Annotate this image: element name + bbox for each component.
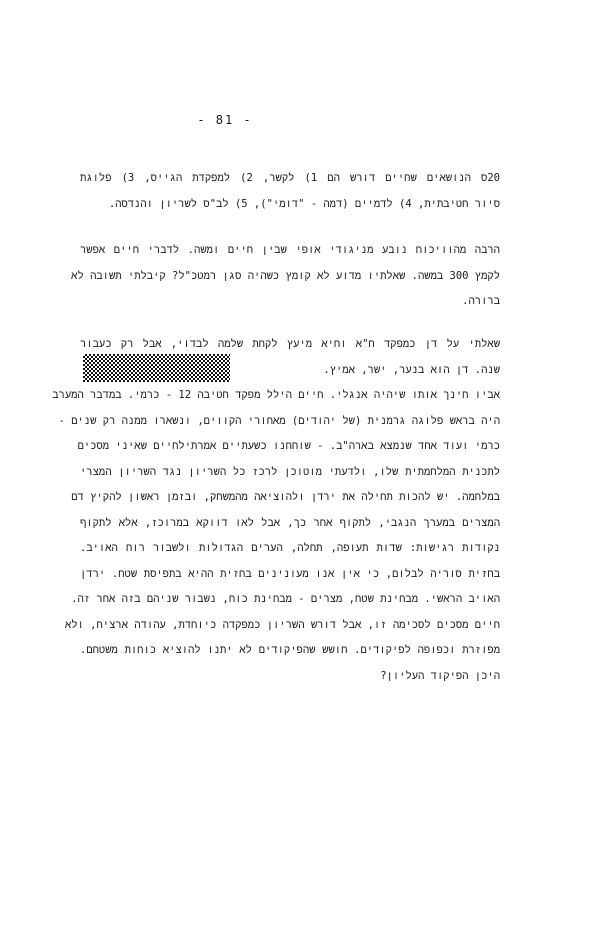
- text-line: מפוזרת וכפופה לפיקודים. חושש שהפיקודים לא יתנו להוציא כוחות משטחם.: [80, 644, 500, 656]
- paragraph-2: [71, 238, 500, 315]
- page-number: - 81 -: [197, 113, 253, 127]
- text-line: האויב הראשי. מבחינת שטח, מצרים - מבחינת כוח, נשבור שניהם בזה אחר זה.: [71, 593, 500, 605]
- text-line: לקמץ 300 במשה. שאלתיו מדוע לא קומץ כשהיה סגן רמטכ"ל? קיבלתי תשובה לא: [71, 269, 500, 282]
- text-line: הרבה מהוויכוח נובע מניגודי אופי שבין חיים ומשה. לדברי חיים אפשר: [80, 244, 500, 256]
- text-line: כרמי ועוד אחד שנמצא בארה"ב. - שוחחנו כשעתיים אמרתילחיים שאיני מסכים: [77, 440, 500, 452]
- text-line: אביו חינך אותו שיהיה אנגלי. חיים הילל מפקד חטיבה 12 - כרמי. במדבר המערב: [52, 389, 500, 401]
- text-line: נקודות רגישות: שדות תעופה, תחלה, הערים הגדולות ולשבור רוח האויב.: [80, 542, 500, 554]
- text-line: שאלתי על דן כמפקד ח"א וחיא מיעץ לקחת שלמה לבדוי, אבל רק כעבור: [80, 338, 500, 350]
- text-line: 20ס הנושאים שחיים דורש הם 1) לקשר, 2) למפקדת הגייס, 3) פלוגת: [80, 172, 500, 184]
- text-line: במלחמה. יש להכות תחילה את ירדן ולהוציאה מהמשחק, ובזמן ראשון להקיץ דם: [71, 491, 500, 503]
- redaction-block: [83, 354, 230, 382]
- text-line: שנה. דן הוא בנער, ישר, אמיץ.: [323, 363, 500, 376]
- text-line: היה בראש פלוגה גרמנית (של יהודים) מאחורי הקווים, ונשארו ממנה רק שנים -: [58, 414, 500, 427]
- text-line: חיים מסכים לסכימה זו, אבל דורש השריון כמפקדה כיוחדת, עהודה ארציח, ולא: [64, 618, 500, 631]
- text-line: היכן הפיקוד העליון?: [380, 669, 500, 682]
- text-line: ברורה.: [462, 295, 500, 307]
- paragraph-1: [80, 166, 500, 217]
- paragraph-3: [52, 332, 500, 689]
- text-line: בחזית סוריה לבלום, כי אין אנו מעונינים בחזית ההיא בתפיסת שטח. ירדן: [80, 567, 500, 580]
- text-line: לתכנית המלחמתית שלו, ולדעתי מוטוכן לרכז כל השריון נגד השריון המצרי: [80, 465, 500, 478]
- text-line: סיור חטיבתית, 4) לדמיים (דמה - "דומי"), 5) לב"ס לשריון והנדסה.: [108, 197, 500, 210]
- text-line: המצרים במערך הנגבי, לתקוף אחר כך, אבל לאו דווקא במרוכז, אלא לתקוף: [80, 516, 500, 529]
